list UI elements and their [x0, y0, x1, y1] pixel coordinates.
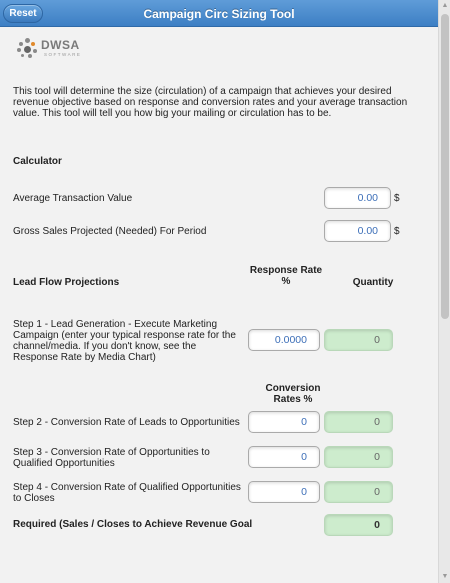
scroll-down-arrow-icon[interactable]: ▼: [441, 573, 449, 580]
quantity-header: Quantity: [352, 277, 394, 288]
step3-conversion-rate-input[interactable]: 0: [248, 446, 320, 468]
required-label: Required (Sales / Closes to Achieve Revenue Goal: [13, 519, 253, 530]
gross-sales-unit: $: [394, 226, 400, 237]
conversion-rates-header: Conversion Rates %: [265, 383, 321, 405]
step4-quantity-output: 0: [324, 481, 393, 503]
step3-label: Step 3 - Conversion Rate of Opportunities to Qualified Opportunities: [13, 447, 210, 469]
required-quantity-output: 0: [324, 514, 393, 536]
avg-transaction-input[interactable]: 0.00: [324, 187, 391, 209]
logo-dots-icon: [17, 38, 39, 58]
avg-transaction-unit: $: [394, 193, 400, 204]
gross-sales-label: Gross Sales Projected (Needed) For Period: [13, 226, 207, 237]
step2-conversion-rate-input[interactable]: 0: [248, 411, 320, 433]
scroll-thumb[interactable]: [441, 14, 449, 319]
scroll-up-arrow-icon[interactable]: ▲: [441, 2, 449, 9]
scrollbar[interactable]: [438, 0, 450, 583]
step4-conversion-rate-input[interactable]: 0: [248, 481, 320, 503]
step3-quantity-output: 0: [324, 446, 393, 468]
step1-quantity-output: 0: [324, 329, 393, 351]
gross-sales-input[interactable]: 0.00: [324, 220, 391, 242]
calculator-heading: Calculator: [13, 156, 62, 167]
step1-label: Step 1 - Lead Generation - Execute Marketing Campaign (enter your typical response rate for the channel/media. If you don't know, see the Response Rate by Media Chart): [13, 319, 236, 363]
intro-text: This tool will determine the size (circulation) of a campaign that achieves your desired revenue objective based on response and conversion rates and your average transaction value. This tool will tell you how big your mailing or circulation has to be.: [13, 86, 408, 119]
step1-response-rate-input[interactable]: 0.0000: [248, 329, 320, 351]
step2-label: Step 2 - Conversion Rate of Leads to Opportunities: [13, 417, 240, 428]
step2-quantity-output: 0: [324, 411, 393, 433]
header-bar: [0, 0, 438, 27]
logo-text: DWSA: [41, 38, 80, 52]
lead-flow-heading: Lead Flow Projections: [13, 277, 120, 288]
response-rate-header: Response Rate %: [249, 265, 323, 287]
logo-subtext: SOFTWARE: [44, 52, 82, 57]
dwsa-logo: [17, 36, 97, 60]
reset-button[interactable]: Reset: [3, 4, 43, 23]
step4-label: Step 4 - Conversion Rate of Qualified Opportunities to Closes: [13, 482, 241, 504]
page-title: Campaign Circ Sizing Tool: [143, 7, 295, 21]
avg-transaction-label: Average Transaction Value: [13, 193, 133, 204]
